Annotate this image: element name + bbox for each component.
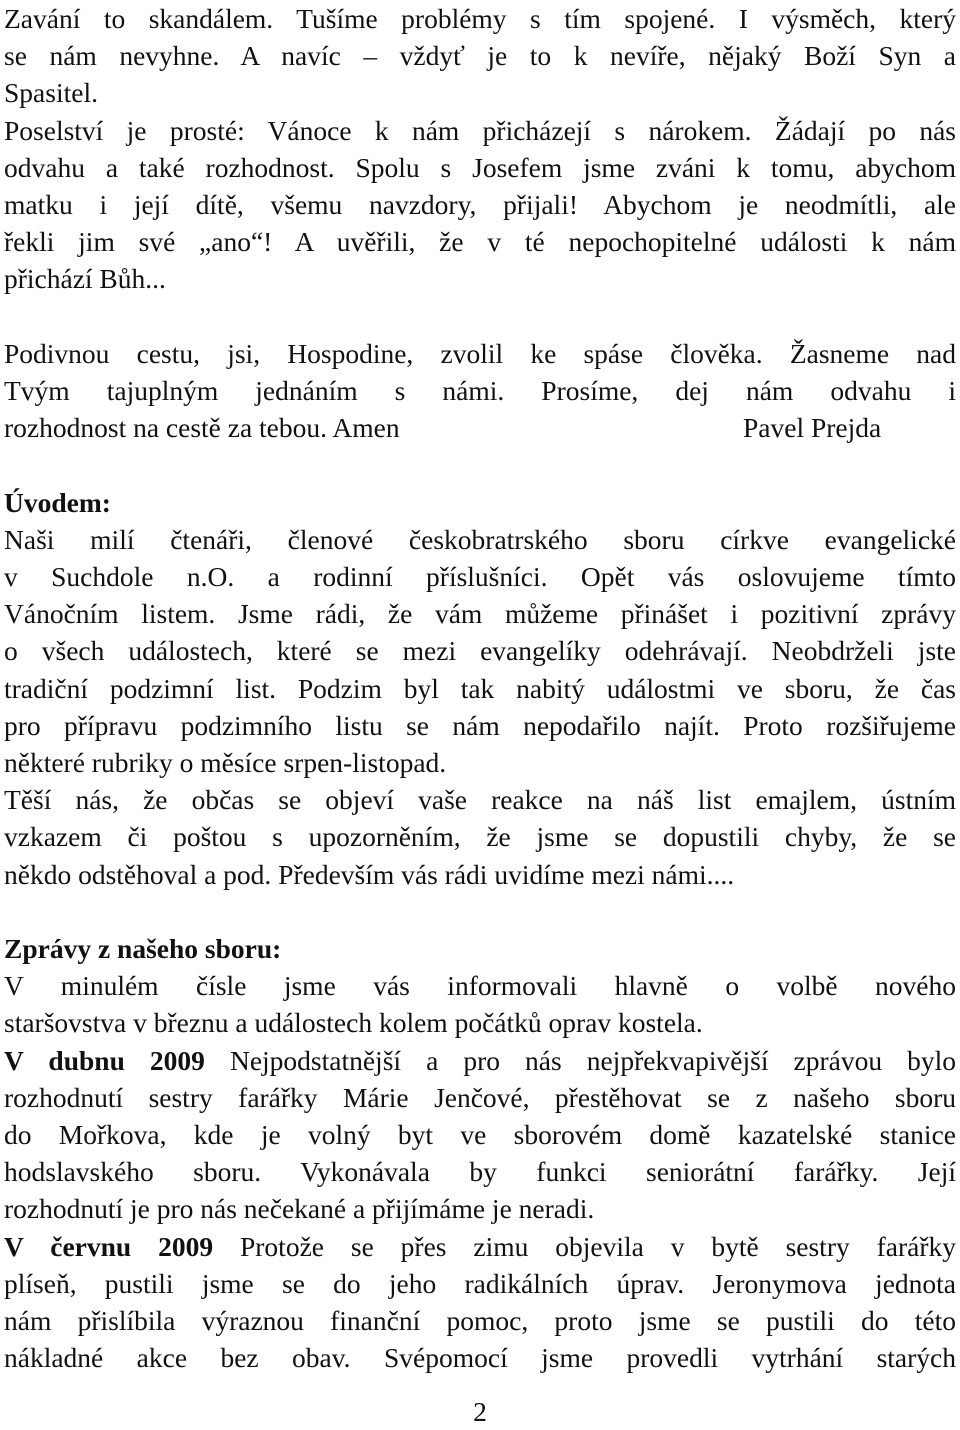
text-line: plíseň, pustili jsme se do jeho radikálních úprav. Jeronymova jednota: [4, 1267, 956, 1299]
text-line: Zavání to skandálem. Tušíme problémy s tím spojené. I výsměch, který: [4, 3, 956, 34]
text-line: Vánočním listem. Jsme rádi, že vám můžeme přinášet i pozitivní zprávy: [4, 598, 956, 630]
text-line: rozhodnutí je pro nás nečekané a přijímáme je neradi.: [4, 1193, 595, 1225]
text-line: řekli jim své „ano“! A uvěřili, že v té nepochopitelné události k nám: [4, 226, 956, 258]
text-line: někdo odstěhoval a pod. Především vás rádi uvidíme mezi námi....: [4, 858, 735, 890]
text-line: staršovstva v březnu a událostech kolem počátků oprav kostela.: [4, 1007, 703, 1039]
news-april-label: V dubnu 2009: [4, 1044, 205, 1076]
spacer: [4, 893, 956, 930]
news-april-first-line: [4, 1042, 956, 1079]
text-line: tradiční podzimní list. Podzim byl tak nabitý událostmi ve sboru, že čas: [4, 672, 956, 704]
news-april-text: Nejpodstatnější a pro nás nejpřekvapivější zprávou bylo: [204, 1044, 956, 1076]
text-line: odvahu a také rozhodnost. Spolu s Josefem jsme zváni k tomu, abychom: [4, 151, 956, 183]
text-line: v Suchdole n.O. a rodinní příslušníci. Opět vás oslovujeme tímto: [4, 561, 956, 593]
news-june-first-line: [4, 1228, 956, 1265]
prayer-closing: rozhodnost na cestě za tebou. Amen: [4, 412, 400, 444]
prayer-closing-row: [4, 409, 956, 446]
text-line: Těší nás, že občas se objeví vaše reakce na náš list emajlem, ústním: [4, 784, 956, 816]
signature: Pavel Prejda: [743, 412, 882, 444]
text-line: přichází Bůh...: [4, 263, 166, 295]
news-june-text: Protože se přes zimu objevila v bytě sestry farářky: [213, 1230, 956, 1262]
prayer-line: Podivnou cestu, jsi, Hospodine, zvolil ke spáse člověka. Žasneme nad: [4, 337, 956, 369]
spacer: [4, 446, 956, 483]
spacer: [4, 298, 956, 335]
text-line: Poselství je prosté: Vánoce k nám přicházejí s nárokem. Žádají po nás: [4, 114, 956, 146]
text-line: matku i její dítě, všemu navzdory, přijali! Abychom je neodmítli, ale: [4, 189, 956, 221]
document-page: [4, 0, 956, 1376]
text-line: do Mořkova, kde je volný byt ve sborovém domě kazatelské stanice: [4, 1119, 956, 1151]
text-line: Spasitel.: [4, 77, 98, 109]
text-line: nákladné akce bez obav. Svépomocí jsme provedli vytrhání starých: [4, 1342, 956, 1374]
page-number: 2: [473, 1396, 487, 1427]
section-heading-news: Zprávy z našeho sboru:: [4, 933, 282, 965]
text-line: nám přislíbila výraznou finanční pomoc, proto jsme se pustili do této: [4, 1305, 956, 1337]
news-june-label: V červnu 2009: [4, 1230, 214, 1262]
text-line: hodslavského sboru. Vykonávala by funkci seniorátní farářky. Její: [4, 1156, 956, 1188]
text-line: vzkazem či poštou s upozorněním, že jsme se dopustili chyby, že se: [4, 821, 956, 853]
text-line: některé rubriky o měsíce srpen-listopad.: [4, 747, 447, 779]
text-line: V minulém čísle jsme vás informovali hlavně o volbě nového: [4, 970, 956, 1002]
section-heading-intro: Úvodem:: [4, 486, 111, 518]
text-line: rozhodnutí sestry farářky Márie Jenčové, přestěhovat se z našeho sboru: [4, 1081, 956, 1113]
text-line: Naši milí čtenáři, členové českobratrského sboru církve evangelické: [4, 523, 956, 555]
text-line: se nám nevyhne. A navíc – vždyť je to k nevíře, nějaký Boží Syn a: [4, 40, 956, 72]
prayer-line: Tvým tajuplným jednáním s námi. Prosíme, dej nám odvahu i: [4, 375, 956, 407]
text-line: o všech událostech, které se mezi evangelíky odehrávají. Neobdrželi jste: [4, 635, 956, 667]
text-line: pro přípravu podzimního listu se nám nepodařilo najít. Proto rozšiřujeme: [4, 709, 956, 741]
